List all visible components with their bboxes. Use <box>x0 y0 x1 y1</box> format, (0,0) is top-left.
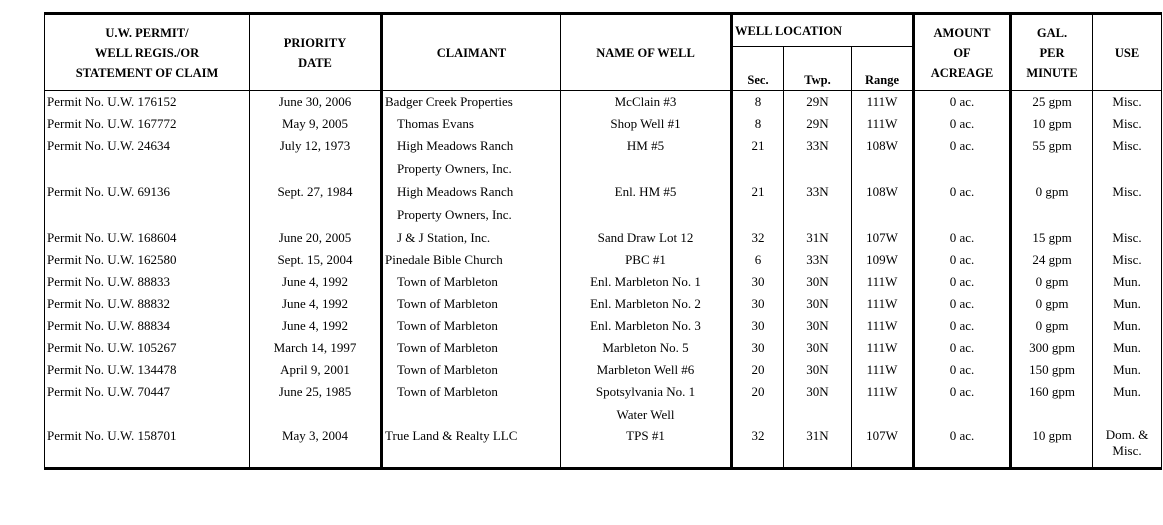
cell-twp: 33N <box>784 181 852 203</box>
cell-well: McClain #3 <box>561 91 732 114</box>
cell-date: June 4, 1992 <box>250 271 382 293</box>
cell-permit: Permit No. U.W. 70447 <box>45 381 250 403</box>
cell-range: 107W <box>852 427 914 469</box>
cell-gpm: 150 gpm <box>1011 359 1093 381</box>
cell-permit <box>45 403 250 427</box>
cell-permit: Permit No. U.W. 162580 <box>45 249 250 271</box>
cell-use: Misc. <box>1093 227 1162 249</box>
cell-sec: 30 <box>732 293 784 315</box>
header-sec: Sec. <box>732 47 784 91</box>
cell-well: Shop Well #1 <box>561 113 732 135</box>
cell-gpm: 10 gpm <box>1011 427 1093 469</box>
cell-permit: Permit No. U.W. 24634 <box>45 135 250 157</box>
cell-claimant: True Land & Realty LLC <box>382 427 561 469</box>
cell-gpm: 55 gpm <box>1011 135 1093 157</box>
cell-twp: 30N <box>784 381 852 403</box>
cell-permit <box>45 203 250 227</box>
cell-date: June 20, 2005 <box>250 227 382 249</box>
cell-claimant: Pinedale Bible Church <box>382 249 561 271</box>
cell-use: Mun. <box>1093 315 1162 337</box>
cell-gpm <box>1011 157 1093 181</box>
cell-claimant: Property Owners, Inc. <box>382 203 561 227</box>
cell-gpm <box>1011 403 1093 427</box>
header-use: USE <box>1093 14 1162 91</box>
cell-claimant: Property Owners, Inc. <box>382 157 561 181</box>
cell-range: 111W <box>852 337 914 359</box>
cell-claimant: J & J Station, Inc. <box>382 227 561 249</box>
cell-acreage: 0 ac. <box>914 337 1011 359</box>
cell-twp: 33N <box>784 135 852 157</box>
cell-sec: 20 <box>732 381 784 403</box>
cell-claimant: Town of Marbleton <box>382 271 561 293</box>
cell-acreage: 0 ac. <box>914 315 1011 337</box>
table-row <box>45 271 1162 293</box>
cell-claimant: Town of Marbleton <box>382 359 561 381</box>
table-row <box>45 113 1162 135</box>
cell-sec: 30 <box>732 337 784 359</box>
cell-gpm: 300 gpm <box>1011 337 1093 359</box>
cell-range: 109W <box>852 249 914 271</box>
table-row <box>45 91 1162 114</box>
cell-range: 108W <box>852 181 914 203</box>
cell-twp: 31N <box>784 427 852 469</box>
cell-well <box>561 203 732 227</box>
cell-acreage: 0 ac. <box>914 91 1011 114</box>
water-rights-table <box>44 12 1162 470</box>
cell-gpm: 15 gpm <box>1011 227 1093 249</box>
table-row <box>45 403 1162 427</box>
cell-sec <box>732 203 784 227</box>
cell-acreage: 0 ac. <box>914 271 1011 293</box>
cell-well: Water Well <box>561 403 732 427</box>
cell-well <box>561 157 732 181</box>
cell-acreage: 0 ac. <box>914 135 1011 157</box>
cell-gpm: 10 gpm <box>1011 113 1093 135</box>
cell-date: Sept. 27, 1984 <box>250 181 382 203</box>
table-row <box>45 359 1162 381</box>
cell-acreage: 0 ac. <box>914 359 1011 381</box>
cell-date: May 3, 2004 <box>250 427 382 469</box>
table-row <box>45 315 1162 337</box>
cell-claimant: Town of Marbleton <box>382 337 561 359</box>
table-row <box>45 293 1162 315</box>
cell-well: TPS #1 <box>561 427 732 469</box>
cell-twp: 30N <box>784 337 852 359</box>
cell-date: June 4, 1992 <box>250 315 382 337</box>
cell-claimant: Town of Marbleton <box>382 293 561 315</box>
cell-well: Sand Draw Lot 12 <box>561 227 732 249</box>
cell-twp: 30N <box>784 293 852 315</box>
cell-use-line-2: Misc. <box>1112 443 1142 458</box>
cell-range: 111W <box>852 359 914 381</box>
header-twp: Twp. <box>784 47 852 91</box>
cell-sec: 8 <box>732 113 784 135</box>
cell-permit: Permit No. U.W. 105267 <box>45 337 250 359</box>
cell-use: Mun. <box>1093 293 1162 315</box>
cell-claimant: High Meadows Ranch <box>382 135 561 157</box>
table-row <box>45 203 1162 227</box>
cell-sec: 32 <box>732 227 784 249</box>
cell-acreage: 0 ac. <box>914 293 1011 315</box>
cell-sec: 30 <box>732 315 784 337</box>
cell-date: April 9, 2001 <box>250 359 382 381</box>
cell-range: 111W <box>852 113 914 135</box>
cell-gpm: 160 gpm <box>1011 381 1093 403</box>
header-priority-date: PRIORITY DATE <box>250 14 382 91</box>
table-row <box>45 181 1162 203</box>
cell-well: PBC #1 <box>561 249 732 271</box>
cell-acreage <box>914 203 1011 227</box>
table-row <box>45 337 1162 359</box>
cell-twp: 29N <box>784 113 852 135</box>
cell-twp: 33N <box>784 249 852 271</box>
table-row <box>45 249 1162 271</box>
cell-acreage: 0 ac. <box>914 227 1011 249</box>
cell-acreage: 0 ac. <box>914 249 1011 271</box>
cell-range <box>852 157 914 181</box>
cell-acreage: 0 ac. <box>914 113 1011 135</box>
cell-well: Enl. Marbleton No. 2 <box>561 293 732 315</box>
cell-permit: Permit No. U.W. 88834 <box>45 315 250 337</box>
cell-gpm: 0 gpm <box>1011 293 1093 315</box>
cell-date: May 9, 2005 <box>250 113 382 135</box>
cell-acreage: 0 ac. <box>914 381 1011 403</box>
cell-gpm: 24 gpm <box>1011 249 1093 271</box>
cell-permit: Permit No. U.W. 69136 <box>45 181 250 203</box>
cell-use <box>1093 157 1162 181</box>
cell-twp: 30N <box>784 359 852 381</box>
cell-claimant: Thomas Evans <box>382 113 561 135</box>
cell-use: Mun. <box>1093 337 1162 359</box>
cell-gpm: 0 gpm <box>1011 181 1093 203</box>
cell-date <box>250 203 382 227</box>
cell-permit: Permit No. U.W. 167772 <box>45 113 250 135</box>
cell-date: June 30, 2006 <box>250 91 382 114</box>
cell-range: 111W <box>852 381 914 403</box>
cell-well: Spotsylvania No. 1 <box>561 381 732 403</box>
cell-well: Marbleton Well #6 <box>561 359 732 381</box>
cell-permit: Permit No. U.W. 134478 <box>45 359 250 381</box>
cell-range: 111W <box>852 271 914 293</box>
cell-use: Mun. <box>1093 381 1162 403</box>
cell-sec: 21 <box>732 135 784 157</box>
cell-use: Misc. <box>1093 249 1162 271</box>
cell-use-line-1: Dom. & <box>1105 427 1149 442</box>
cell-use <box>1093 203 1162 227</box>
cell-twp: 29N <box>784 91 852 114</box>
cell-acreage <box>914 157 1011 181</box>
cell-date <box>250 157 382 181</box>
cell-acreage <box>914 403 1011 427</box>
cell-use <box>1093 403 1162 427</box>
cell-date: Sept. 15, 2004 <box>250 249 382 271</box>
table-row <box>45 227 1162 249</box>
cell-twp <box>784 157 852 181</box>
cell-use: Mun. <box>1093 271 1162 293</box>
cell-acreage: 0 ac. <box>914 181 1011 203</box>
cell-gpm: 25 gpm <box>1011 91 1093 114</box>
header-gpm: GAL. PER MINUTE <box>1011 14 1093 91</box>
cell-range: 108W <box>852 135 914 157</box>
cell-use <box>1093 427 1162 469</box>
cell-permit: Permit No. U.W. 158701 <box>45 427 250 469</box>
cell-claimant <box>382 403 561 427</box>
table-row <box>45 135 1162 157</box>
header-well-location: WELL LOCATION <box>732 14 914 47</box>
cell-range: 111W <box>852 293 914 315</box>
cell-permit: Permit No. U.W. 176152 <box>45 91 250 114</box>
cell-range <box>852 203 914 227</box>
cell-twp: 31N <box>784 227 852 249</box>
cell-twp <box>784 403 852 427</box>
table-row <box>45 427 1162 469</box>
cell-range: 111W <box>852 315 914 337</box>
cell-sec <box>732 403 784 427</box>
cell-claimant: Badger Creek Properties <box>382 91 561 114</box>
cell-permit <box>45 157 250 181</box>
table-row <box>45 157 1162 181</box>
cell-twp: 30N <box>784 315 852 337</box>
cell-twp: 30N <box>784 271 852 293</box>
header-permit: U.W. PERMIT/ WELL REGIS./OR STATEMENT OF CLAIM <box>45 14 250 91</box>
cell-sec: 6 <box>732 249 784 271</box>
cell-date: March 14, 1997 <box>250 337 382 359</box>
header-well-name: NAME OF WELL <box>561 14 732 91</box>
cell-date: June 4, 1992 <box>250 293 382 315</box>
cell-claimant: Town of Marbleton <box>382 315 561 337</box>
cell-well: Enl. HM #5 <box>561 181 732 203</box>
cell-gpm: 0 gpm <box>1011 271 1093 293</box>
header-range: Range <box>852 47 914 91</box>
cell-claimant: High Meadows Ranch <box>382 181 561 203</box>
cell-range: 107W <box>852 227 914 249</box>
cell-well: Marbleton No. 5 <box>561 337 732 359</box>
cell-use: Misc. <box>1093 181 1162 203</box>
cell-sec: 32 <box>732 427 784 469</box>
cell-permit: Permit No. U.W. 88832 <box>45 293 250 315</box>
cell-date: June 25, 1985 <box>250 381 382 403</box>
cell-well: Enl. Marbleton No. 1 <box>561 271 732 293</box>
cell-sec: 30 <box>732 271 784 293</box>
cell-use: Misc. <box>1093 135 1162 157</box>
cell-gpm: 0 gpm <box>1011 315 1093 337</box>
cell-well: HM #5 <box>561 135 732 157</box>
header-acreage: AMOUNT OF ACREAGE <box>914 14 1011 91</box>
cell-use: Mun. <box>1093 359 1162 381</box>
cell-date: July 12, 1973 <box>250 135 382 157</box>
cell-gpm <box>1011 203 1093 227</box>
header-claimant: CLAIMANT <box>382 14 561 91</box>
cell-twp <box>784 203 852 227</box>
cell-sec: 20 <box>732 359 784 381</box>
table-row <box>45 381 1162 403</box>
cell-sec: 21 <box>732 181 784 203</box>
cell-use: Misc. <box>1093 91 1162 114</box>
cell-use: Misc. <box>1093 113 1162 135</box>
cell-sec: 8 <box>732 91 784 114</box>
cell-sec <box>732 157 784 181</box>
cell-date <box>250 403 382 427</box>
cell-range: 111W <box>852 91 914 114</box>
cell-acreage: 0 ac. <box>914 427 1011 469</box>
cell-well: Enl. Marbleton No. 3 <box>561 315 732 337</box>
cell-range <box>852 403 914 427</box>
cell-permit: Permit No. U.W. 88833 <box>45 271 250 293</box>
cell-claimant: Town of Marbleton <box>382 381 561 403</box>
cell-permit: Permit No. U.W. 168604 <box>45 227 250 249</box>
